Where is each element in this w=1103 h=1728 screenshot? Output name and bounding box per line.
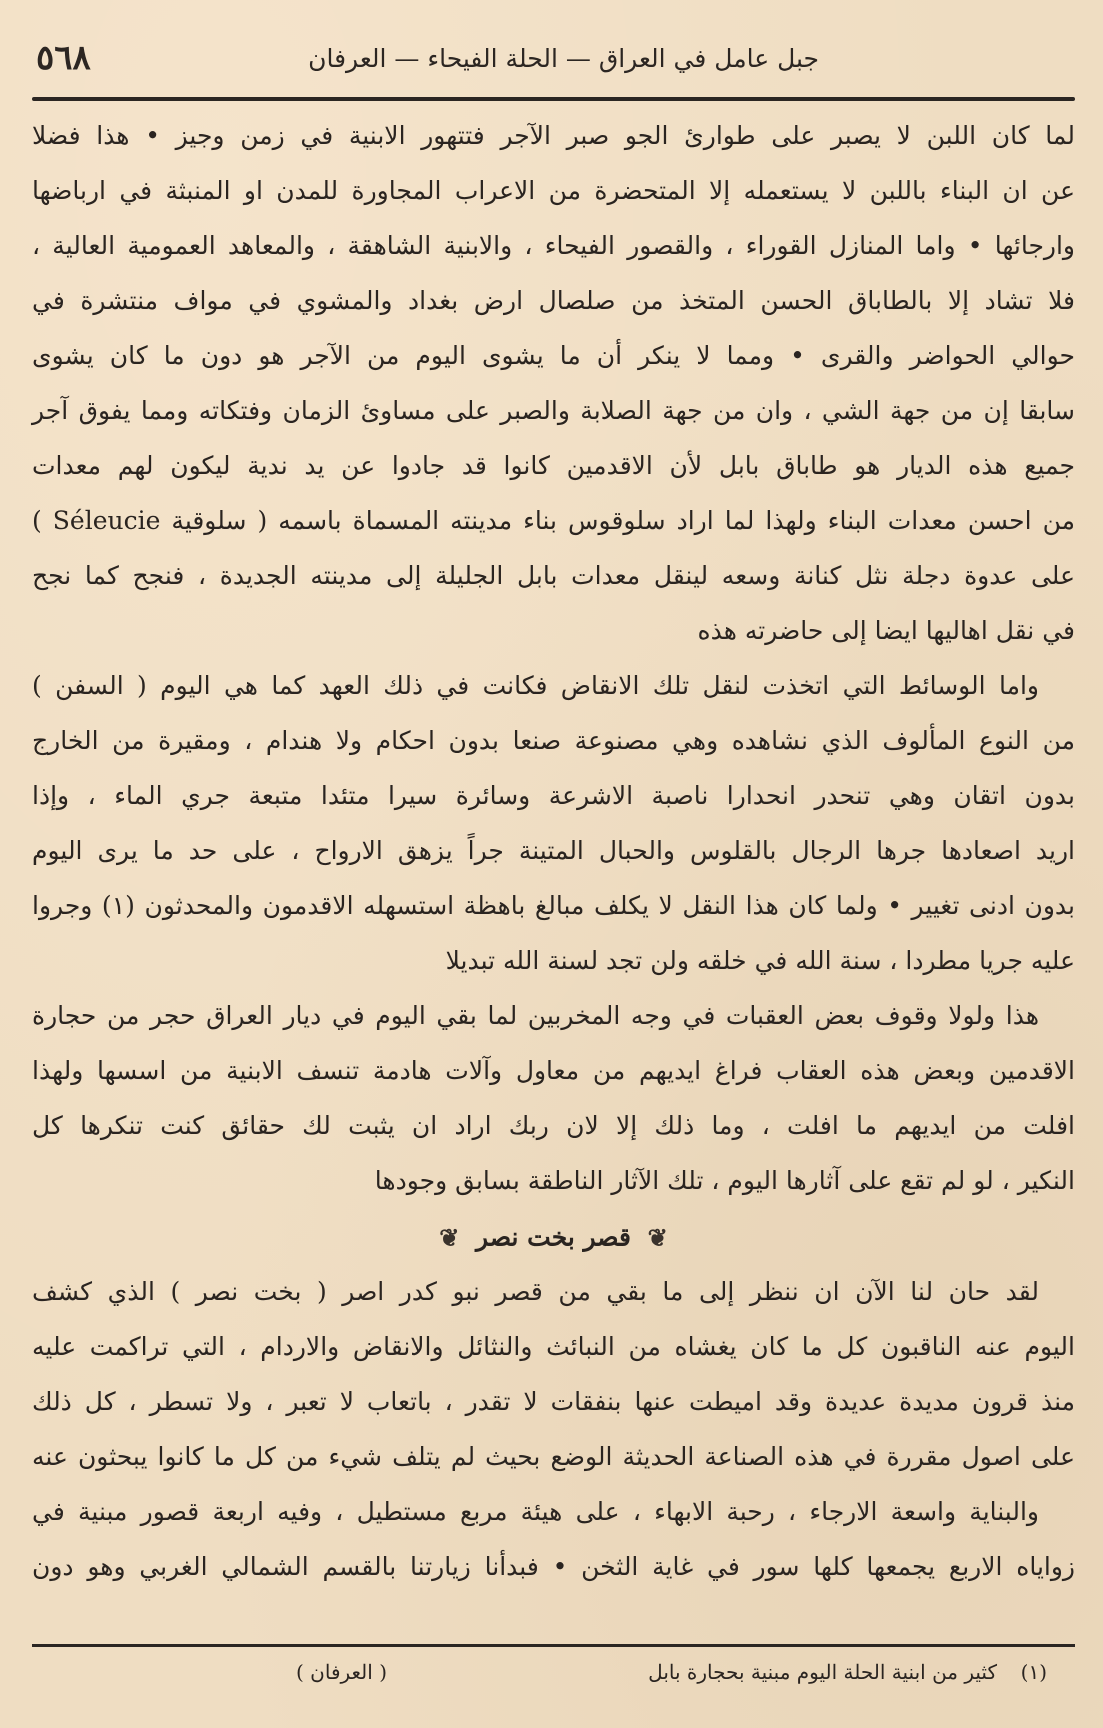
page-number: ٥٦٨ [36, 38, 91, 78]
footnote [34, 1652, 1077, 1692]
text-line: واما الوسائط التي اتخذت لنقل تلك الانقاض فكانت في ذلك العهد كما هي اليوم ( السفن ) [32, 671, 1039, 700]
section-heading-text: قصر بخت نصر [476, 1222, 631, 1252]
text-line: من احسن معدات البناء ولهذا لما اراد سلوقوس بناء مدينته المسماة باسمه ( سلوقية Séleucie ) [32, 506, 1075, 535]
book-page [32, 0, 1077, 1728]
ornament-fleuron-icon: ❦ [647, 1222, 668, 1252]
text-line: على عدوة دجلة نثل كنانة وسعه لينقل معدات بابل الجليلة إلى مدينته الجديدة ، فنجح كما نجح [32, 561, 1075, 590]
footnote-rule [32, 1644, 1075, 1647]
text-line: افلت من ايديهم ما افلت ، وما ذلك إلا لان ربك اراد ان يثبت لك حقائق كنت تنكرها كل [32, 1111, 1075, 1140]
text-line: لقد حان لنا الآن ان ننظر إلى ما بقي من قصر نبو كدر اصر ( بخت نصر ) الذي كشف [32, 1277, 1039, 1306]
text-line: على اصول مقررة في هذه الصناعة الحديثة الوضع بحيث لم يتلف شيء من كل ما كانوا يبحثون عنه [32, 1442, 1075, 1471]
text-line: من النوع المألوف الذي نشاهده وهي مصنوعة صنعا بدون احكام ولا هندام ، ومقيرة من الخارج [32, 726, 1075, 755]
text-line: منذ قرون مديدة عديدة وقد اميطت عنها بنفقات لا تقدر ، باتعاب لا تعبر ، ولا تسطر ، كل ذلك [32, 1387, 1075, 1416]
text-line: فلا تشاد إلا بالطاباق الحسن المتخذ من صلصال ارض بغداد والمشوي في مواف منتشرة في [32, 286, 1075, 315]
text-line: الاقدمين وبعض هذه العقاب فراغ ايديهم من معاول وآلات هادمة تنسف الابنية من اسسها ولهذا [32, 1056, 1075, 1085]
footnote-text: كثير من ابنية الحلة اليوم مبنية بحجارة بابل [648, 1660, 997, 1684]
header-rule [32, 97, 1075, 101]
text-line: لما كان اللبن لا يصبر على طوارئ الجو صبر الآجر فتتهور الابنية في زمن وجيز • هذا فضلا [32, 121, 1075, 150]
section-heading [32, 1208, 1075, 1264]
text-line: حوالي الحواضر والقرى • ومما لا ينكر أن ما يشوى اليوم من الآجر هو دون ما كان يشوى [32, 341, 1075, 370]
text-line: بدون ادنى تغيير • ولما كان هذا النقل لا يكلف مبالغ باهظة استسهله الاقدمون والمحدثون (١) وجروا [32, 891, 1076, 920]
text-line: عن ان البناء باللبن لا يستعمله إلا المتحضرة من الاعراب المجاورة للمدن او المنبثة في ارباضها [32, 176, 1075, 205]
text-line: اريد اصعادها جرها الرجال بالقلوس والحبال المتينة جراً يزهق الارواح ، على حد ما يرى اليوم [32, 836, 1075, 865]
text-line: بدون اتقان وهي تنحدر انحدارا ناصبة الاشرعة وسائرة سيرا متئدا متبعة جري الماء ، وإذا [32, 781, 1075, 810]
text-line: سابقا إن من جهة الشي ، وان من جهة الصلابة والصبر على مساوئ الزمان وفتكاته ومما يفوق آجر [32, 396, 1075, 425]
running-head [32, 38, 1077, 88]
text-line: عليه جريا مطردا ، سنة الله في خلقه ولن تجد لسنة الله تبديلا [445, 946, 1075, 975]
text-line: في نقل اهاليها ايضا إلى حاضرته هذه [697, 616, 1075, 645]
text-line: النكير ، لو لم تقع على آثارها اليوم ، تلك الآثار الناطقة بسابق وجودها [374, 1166, 1075, 1195]
footnote-source: ( العرفان ) [296, 1660, 387, 1684]
body-text [32, 108, 1075, 1594]
footnote-marker: (١) [1020, 1660, 1047, 1684]
text-line: هذا ولولا وقوف بعض العقبات في وجه المخربين لما بقي اليوم في ديار العراق حجر من حجارة [32, 1001, 1039, 1030]
text-line: زواياه الاربع يجمعها كلها سور في غاية الثخن • فبدأنا زيارتنا بالقسم الشمالي الغربي وهو دون [32, 1552, 1075, 1581]
running-title: جبل عامل في العراق — الحلة الفيحاء — العرفان [308, 44, 819, 73]
text-line: وارجائها • واما المنازل القوراء ، والقصور الفيحاء ، والابنية الشاهقة ، والمعاهد العمومية العالية ، [32, 231, 1075, 260]
text-line: جميع هذه الديار هو طاباق بابل لأن الاقدمين كانوا قد جادوا عن يد ندية ليكون لهم معدات [32, 451, 1075, 480]
text-line: والبناية واسعة الارجاء ، رحبة الابهاء ، على هيئة مربع مستطيل ، وفيه اربعة قصور مبنية في [32, 1497, 1039, 1526]
text-line: اليوم عنه الناقبون كل ما كان يغشاه من النبائث والنثائل والانقاض والاردام ، التي تراكمت عليه [32, 1332, 1075, 1361]
ornament-fleuron-icon: ❦ [439, 1222, 460, 1252]
